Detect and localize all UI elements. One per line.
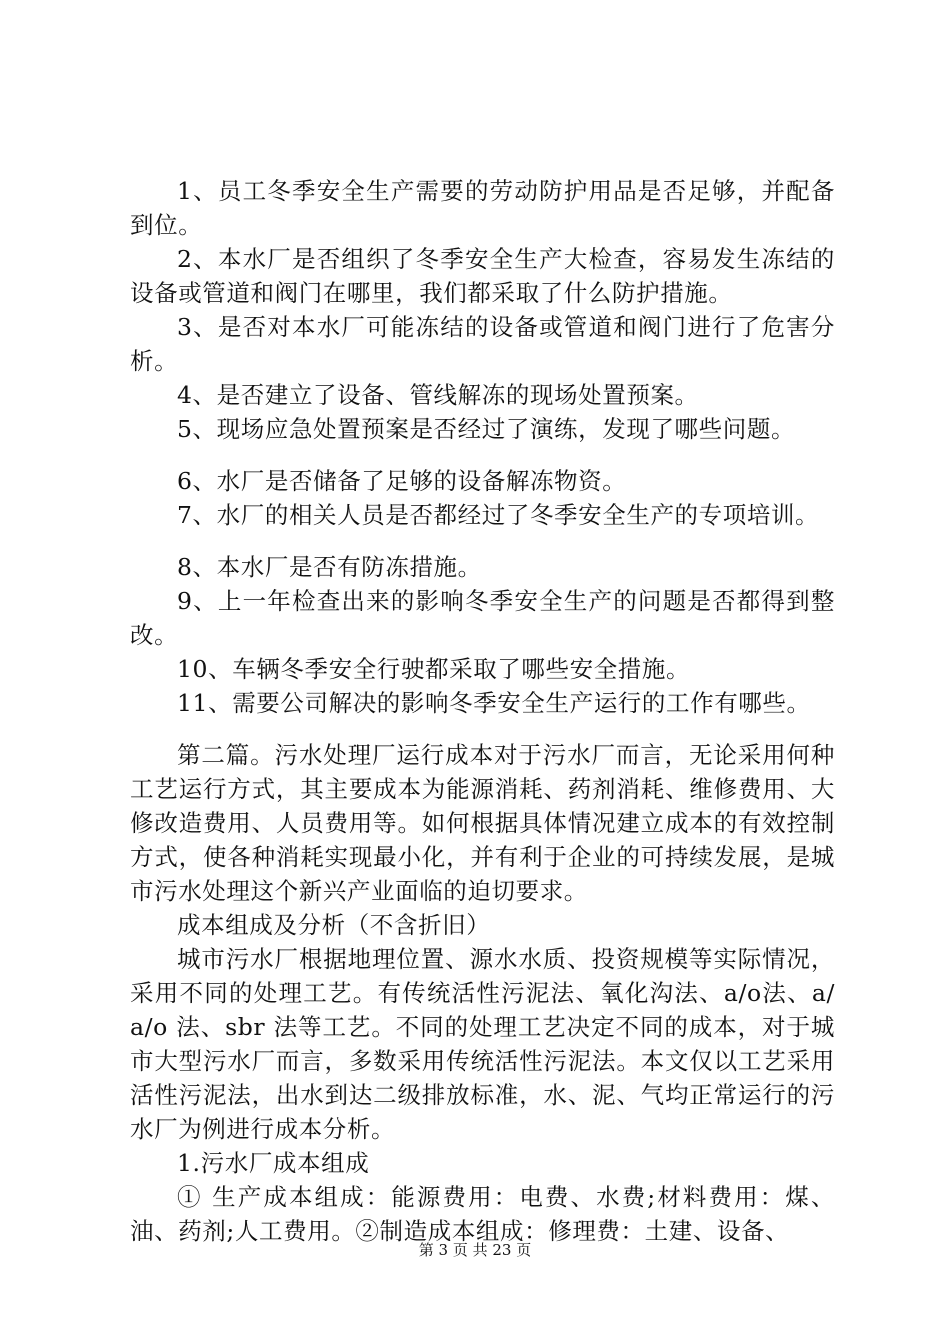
paragraph-item-5: 5、现场应急处置预案是否经过了演练，发现了哪些问题。 (177, 415, 796, 443)
paragraph-gap (130, 446, 835, 464)
paragraph-item-6: 6、水厂是否储备了足够的设备解冻物资。 (177, 467, 627, 495)
paragraph-item-10: 10、车辆冬季安全行驶都采取了哪些安全措施。 (177, 655, 691, 683)
section-intro-paragraph: 第二篇。污水处理厂运行成本对于污水厂而言，无论采用何种工艺运行方式，其主要成本为能源消耗、药剂消耗、维修费用、大修改造费用、人员费用等。如何根据具体情况建立成本的有效控制方式，使各种消耗实现最小化，并有利于企业的可持续发展，是城市污水处理这个新兴产业面临的迫切要求。 (130, 741, 835, 905)
section-heading: 成本组成及分析（不含折旧） (177, 911, 491, 939)
page-footer: 第 3 页 共 23 页 (418, 1241, 532, 1259)
paragraph-gap (130, 532, 835, 550)
paragraph-item-9: 9、上一年检查出来的影响冬季安全生产的问题是否都得到整改。 (130, 587, 835, 649)
subsection-heading: 1.污水厂成本组成 (177, 1149, 370, 1177)
cost-composition-paragraph: ① 生产成本组成：能源费用：电费、水费;材料费用：煤、油、药剂;人工费用。②制造成本组成：修理费：土建、设备、 (130, 1183, 835, 1245)
paragraph-item-3: 3、是否对本水厂可能冻结的设备或管道和阀门进行了危害分析。 (130, 313, 835, 375)
paragraph-item-8: 8、本水厂是否有防冻措施。 (177, 553, 482, 581)
process-paragraph: 城市污水厂根据地理位置、源水水质、投资规模等实际情况，采用不同的处理工艺。有传统活性污泥法、氧化沟法、a/o法、a/a/o 法、sbr 法等工艺。不同的处理工艺决定不同的成本，对于城市大型污水厂而言，多数采用传统活性污泥法。本文仅以工艺采用活性污泥法，出水到达二级排放标准，水、泥、气均正常运行的污水厂为例进行成本分析。 (130, 945, 835, 1143)
paragraph-gap (130, 720, 835, 738)
paragraph-item-2: 2、本水厂是否组织了冬季安全生产大检查，容易发生冻结的设备或管道和阀门在哪里，我们都采取了什么防护措施。 (130, 245, 835, 307)
paragraph-item-11: 11、需要公司解决的影响冬季安全生产运行的工作有哪些。 (177, 689, 811, 717)
document-body (130, 174, 835, 1248)
paragraph-item-4: 4、是否建立了设备、管线解冻的现场处置预案。 (177, 381, 699, 409)
paragraph-item-1: 1、员工冬季安全生产需要的劳动防护用品是否足够，并配备到位。 (130, 177, 835, 239)
paragraph-item-7: 7、水厂的相关人员是否都经过了冬季安全生产的专项培训。 (177, 501, 820, 529)
